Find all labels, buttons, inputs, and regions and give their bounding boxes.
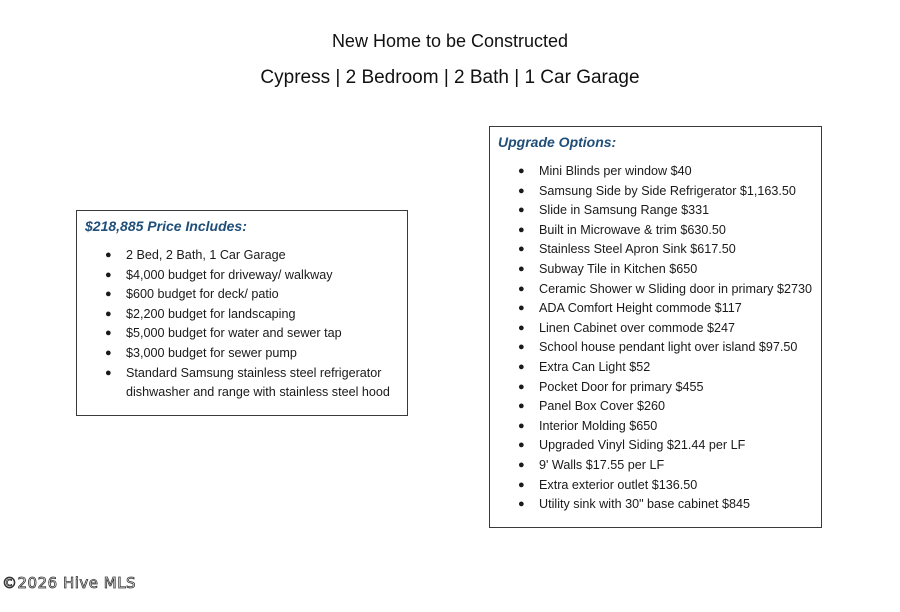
list-item bbox=[518, 436, 818, 456]
bullet-icon: ● bbox=[518, 243, 525, 256]
list-item bbox=[105, 324, 401, 344]
bullet-icon: ● bbox=[105, 346, 112, 359]
bullet-icon: ● bbox=[518, 458, 525, 471]
page-subtitle: Cypress | 2 Bedroom | 2 Bath | 1 Car Garage bbox=[260, 67, 640, 88]
bullet-icon: ● bbox=[518, 419, 525, 432]
bullet-icon: ● bbox=[518, 321, 525, 334]
list-item bbox=[518, 162, 818, 182]
list-item-text: 2 Bed, 2 Bath, 1 Car Garage bbox=[126, 248, 286, 262]
list-item bbox=[518, 240, 818, 260]
list-item-text: $600 budget for deck/ patio bbox=[126, 287, 279, 302]
bullet-icon: ● bbox=[518, 439, 525, 452]
bullet-icon: ● bbox=[518, 282, 525, 295]
list-item-text: Linen Cabinet over commode $247 bbox=[539, 320, 736, 335]
list-item bbox=[518, 182, 818, 202]
list-item-text: School house pendant light over island $97.50 bbox=[539, 340, 798, 355]
upgrade-options-heading: Upgrade Options: bbox=[498, 134, 617, 150]
list-item-text: Stainless Steel Apron Sink $617.50 bbox=[539, 242, 736, 257]
list-item-text: Panel Box Cover $260 bbox=[539, 399, 666, 414]
list-item-text: Mini Blinds per window $40 bbox=[539, 164, 692, 178]
page-title: New Home to be Constructed bbox=[331, 31, 569, 51]
price-includes-list bbox=[105, 246, 401, 403]
list-item bbox=[518, 495, 818, 515]
price-includes-box bbox=[76, 210, 408, 416]
list-item-text: Built in Microwave & trim $630.50 bbox=[539, 222, 726, 237]
bullet-icon: ● bbox=[518, 204, 525, 217]
bullet-icon: ● bbox=[518, 184, 525, 197]
bullet-icon: ● bbox=[518, 360, 525, 373]
list-item-text: Extra exterior outlet $136.50 bbox=[539, 477, 698, 492]
bullet-icon: ● bbox=[105, 307, 112, 320]
list-item-text: $4,000 budget for driveway/ walkway bbox=[126, 267, 333, 282]
list-item-text: 9' Walls $17.55 per LF bbox=[539, 457, 665, 472]
list-item-text: ADA Comfort Height commode $117 bbox=[539, 301, 742, 316]
list-item bbox=[518, 221, 818, 241]
list-item-text: $5,000 budget for water and sewer tap bbox=[126, 326, 342, 341]
upgrade-options-box bbox=[489, 126, 822, 528]
copyright-watermark: ©2026 Hive MLS bbox=[2, 574, 137, 592]
list-item bbox=[105, 344, 401, 364]
list-item bbox=[518, 358, 818, 378]
list-item-text: Samsung Side by Side Refrigerator $1,163.50 bbox=[539, 183, 796, 198]
list-item-text: Utility sink with 30" base cabinet $845 bbox=[539, 497, 750, 512]
bullet-icon: ● bbox=[518, 478, 525, 491]
list-item bbox=[105, 305, 401, 325]
bullet-icon: ● bbox=[518, 400, 525, 413]
bullet-icon: ● bbox=[105, 268, 112, 281]
bullet-icon: ● bbox=[518, 380, 525, 393]
list-item bbox=[518, 338, 818, 358]
list-item bbox=[518, 201, 818, 221]
list-item bbox=[518, 397, 818, 417]
bullet-icon: ● bbox=[105, 288, 112, 301]
list-item bbox=[518, 456, 818, 476]
list-item-text: Upgraded Vinyl Siding $21.44 per LF bbox=[539, 438, 746, 453]
bullet-icon: ● bbox=[518, 223, 525, 236]
list-item bbox=[105, 266, 401, 286]
list-item-text: Interior Molding $650 bbox=[539, 418, 658, 433]
price-includes-heading: $218,885 Price Includes: bbox=[85, 218, 247, 234]
list-item-text: Extra Can Light $52 bbox=[539, 359, 651, 374]
bullet-icon: ● bbox=[518, 262, 525, 275]
list-item bbox=[518, 260, 818, 280]
list-item bbox=[518, 280, 818, 300]
list-item bbox=[518, 378, 818, 398]
bullet-icon: ● bbox=[105, 327, 112, 340]
list-item bbox=[518, 299, 818, 319]
bullet-icon: ● bbox=[518, 165, 525, 177]
bullet-icon: ● bbox=[105, 366, 112, 379]
list-item-text: Standard Samsung stainless steel refrigerator dishwasher and range with stainless steel hood bbox=[126, 365, 390, 400]
list-item bbox=[105, 285, 401, 305]
list-item-text: $3,000 budget for sewer pump bbox=[126, 345, 297, 360]
bullet-icon: ● bbox=[105, 249, 112, 261]
upgrade-options-list bbox=[518, 162, 818, 515]
list-item bbox=[518, 417, 818, 437]
list-item-text: Ceramic Shower w Sliding door in primary $2730 bbox=[539, 281, 812, 296]
bullet-icon: ● bbox=[518, 498, 525, 511]
list-item-text: $2,200 budget for landscaping bbox=[126, 306, 296, 321]
list-item-text: Subway Tile in Kitchen $650 bbox=[539, 261, 698, 276]
list-item bbox=[105, 246, 401, 266]
list-item bbox=[105, 364, 401, 403]
bullet-icon: ● bbox=[518, 302, 525, 315]
list-item-text: Slide in Samsung Range $331 bbox=[539, 203, 710, 218]
list-item bbox=[518, 476, 818, 496]
list-item-text: Pocket Door for primary $455 bbox=[539, 379, 704, 394]
list-item bbox=[518, 319, 818, 339]
bullet-icon: ● bbox=[518, 341, 525, 354]
